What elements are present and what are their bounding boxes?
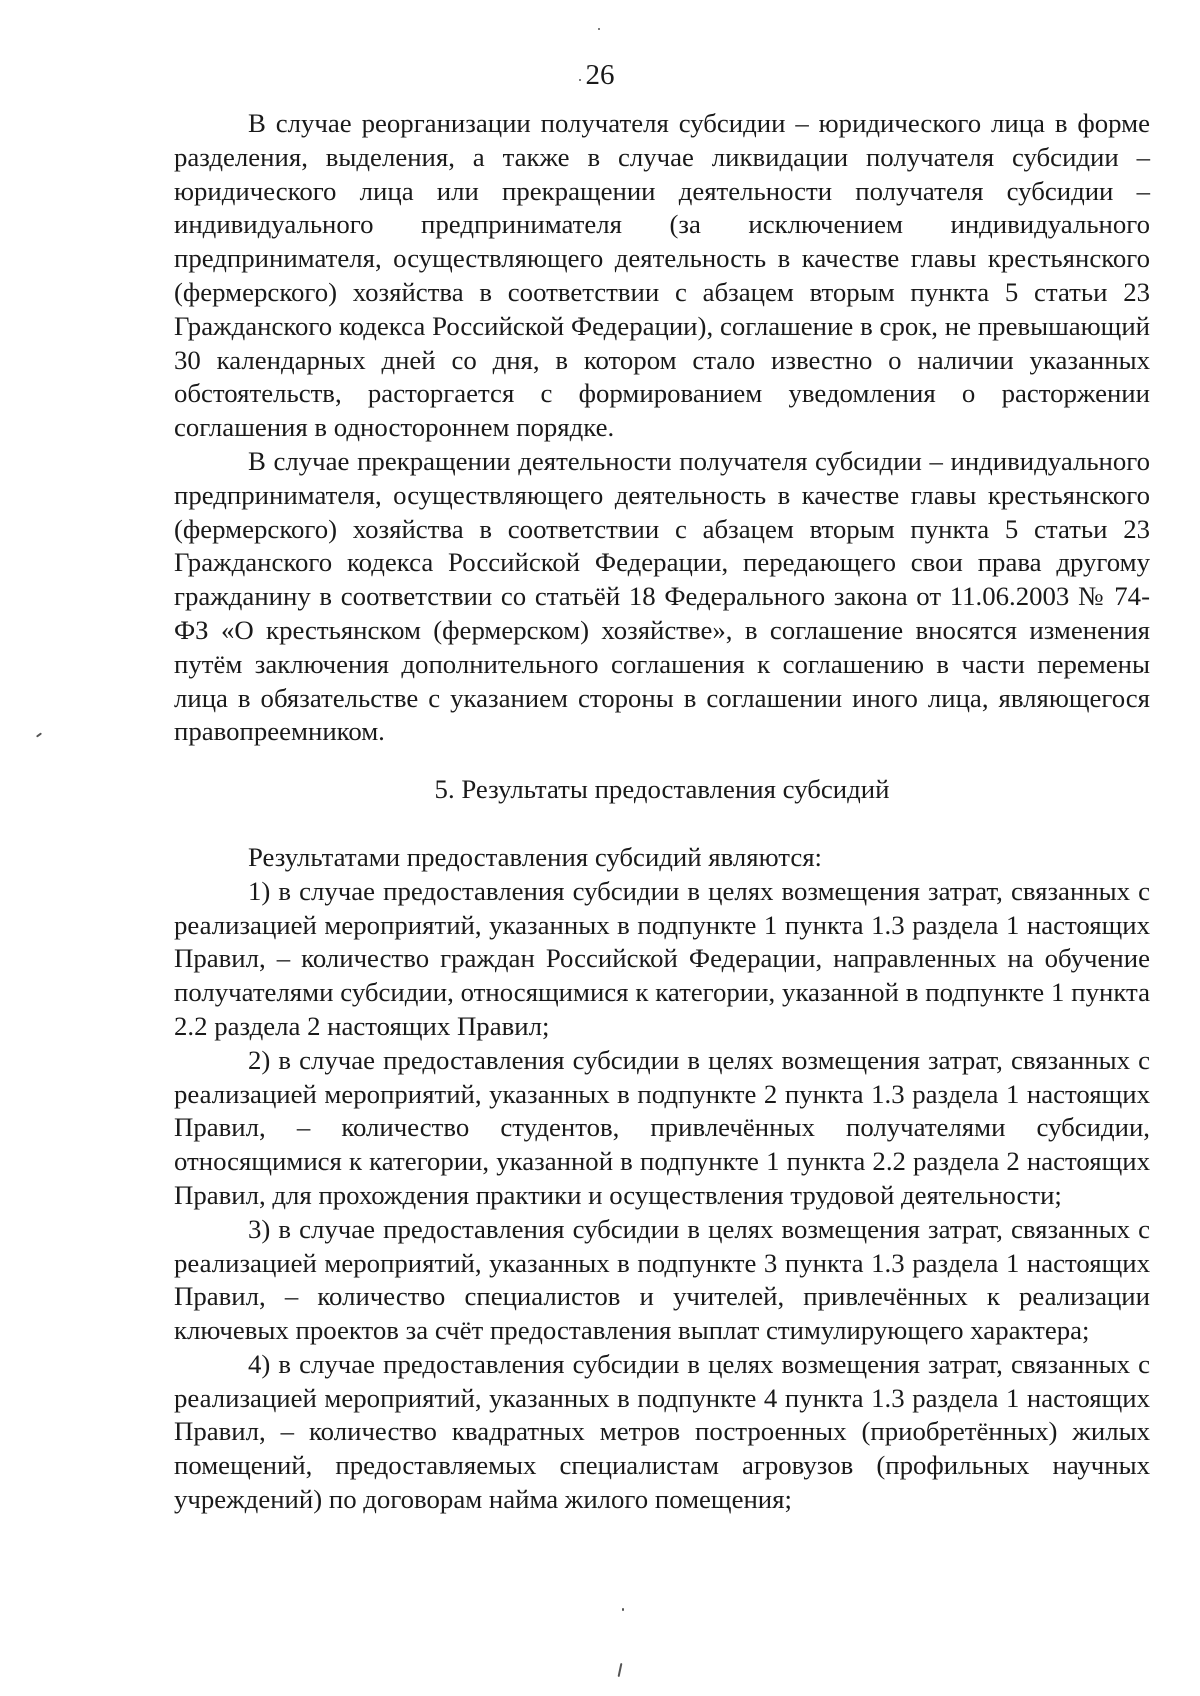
paragraph-termination: В случае прекращении деятельности получателя субсидии – индивидуального предпринимателя, осуществляющего деятельность в качестве главы крестьянского (фермерского) хозяйства в соответствии с абзацем вторым пункта 5 статьи 23 Гражданского кодекса Российской Федерации, передающего свои права другому гражданину в соответствии со статьёй 18 Федерального закона от 11.06.2003 № 74-ФЗ «О крестьянском (фермерском) хозяйстве», в соглашение вносятся изменения путём заключения дополнительного соглашения к соглашению в части перемены лица в обязательстве с указанием стороны в соглашении иного лица, являющегося правопреемником. [174,445,1150,747]
result-item: 3) в случае предоставления субсидии в целях возмещения затрат, связанных с реализацией мероприятий, указанных в подпункте 3 пункта 1.3 раздела 1 настоящих Правил, – количество специалистов и учителей, привлечённых к реализации ключевых проектов за счёт предоставления выплат стимулирующего характера; [174,1213,1150,1346]
scan-speck [622,1608,624,1611]
section-heading: 5. Результаты предоставления субсидий [434,774,890,805]
result-item: 1) в случае предоставления субсидии в целях возмещения затрат, связанных с реализацией мероприятий, указанных в подпункте 1 пункта 1.3 раздела 1 настоящих Правил, – количество граждан Российской Федерации, направленных на обучение получателями субсидии, относящимися к категории, указанной в подпункте 1 пункта 2.2 раздела 2 настоящих Правил; [174,875,1150,1041]
document-body [174,107,1150,1517]
scan-speck [598,28,600,30]
section-lead: Результатами предоставления субсидий являются: [248,841,822,872]
result-item: 2) в случае предоставления субсидии в целях возмещения затрат, связанных с реализацией мероприятий, указанных в подпункте 2 пункта 1.3 раздела 1 настоящих Правил, – количество студентов, привлечённых получателями субсидии, относящимися к категории, указанной в подпункте 1 пункта 2.2 раздела 2 настоящих Правил, для прохождения практики и осуществления трудовой деятельности; [174,1044,1150,1210]
scan-speck [579,79,581,81]
result-item: 4) в случае предоставления субсидии в целях возмещения затрат, связанных с реализацией мероприятий, указанных в подпункте 4 пункта 1.3 раздела 1 настоящих Правил, – количество квадратных метров построенных (приобретённых) жилых помещений, предоставляемых специалистам агровузов (профильных научных учреждений) по договорам найма жилого помещения; [174,1348,1150,1515]
paragraph-reorganization: В случае реорганизации получателя субсидии – юридического лица в форме разделения, выделения, а также в случае ликвидации получателя субсидии – юридического лица или прекращении деятельности получателя субсидии – индивидуального предпринимателя (за исключением индивидуального предпринимателя, осуществляющего деятельность в качестве главы крестьянского (фермерского) хозяйства в соответствии с абзацем вторым пункта 5 статьи 23 Гражданского кодекса Российской Федерации), соглашение в срок, не превышающий 30 календарных дней со дня, в котором стало известно о наличии указанных обстоятельств, расторгается с формированием уведомления о расторжении соглашения в одностороннем порядке. [174,108,1150,443]
page-number: 26 [585,59,615,91]
scan-speck [618,1663,623,1677]
scan-speck [36,732,42,737]
